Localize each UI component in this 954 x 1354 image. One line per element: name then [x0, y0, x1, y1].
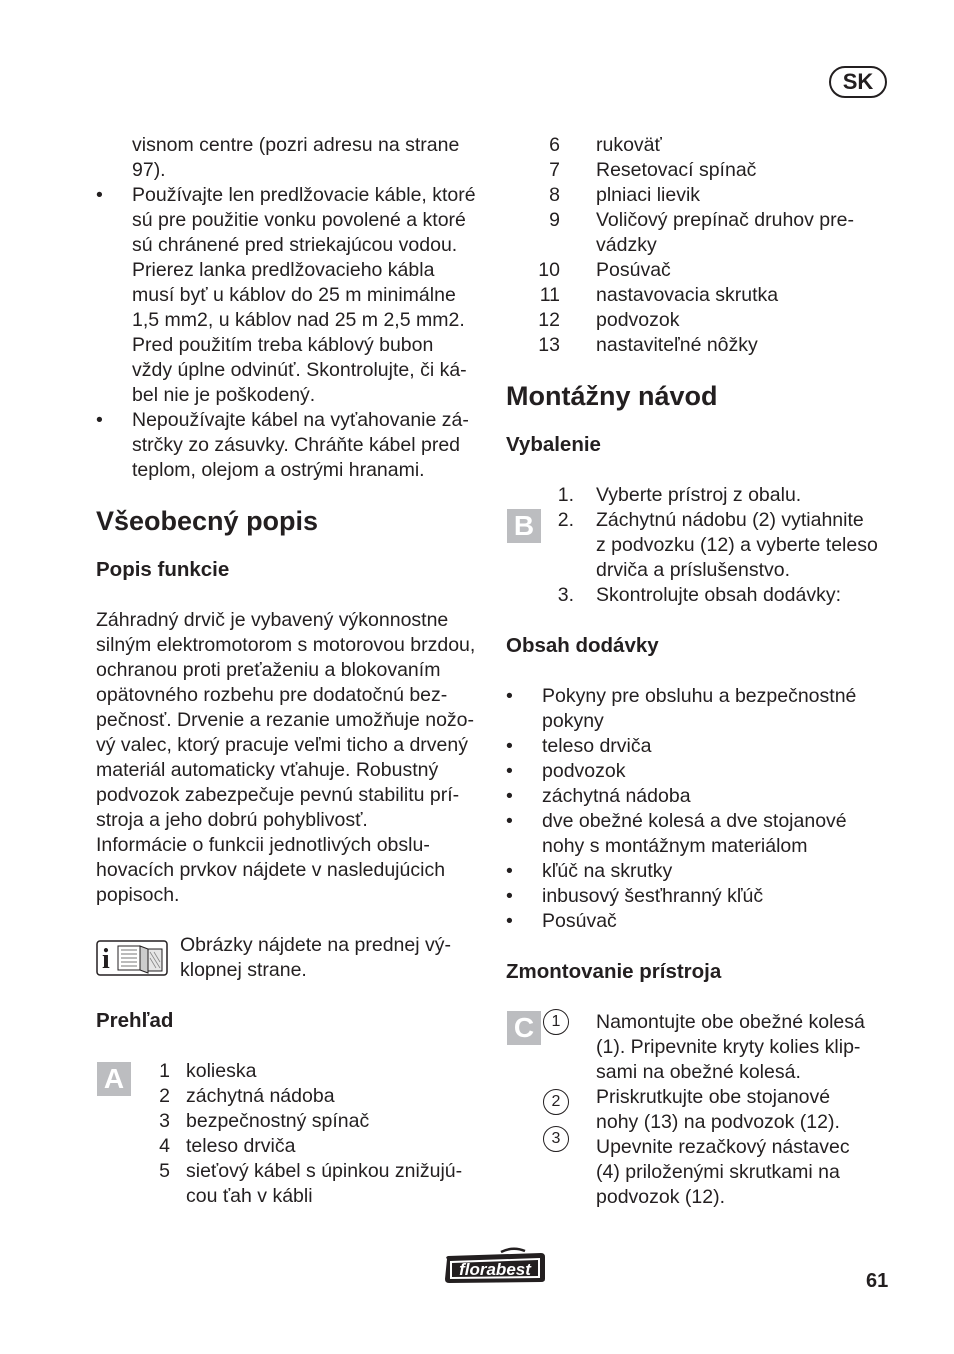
text-line: nohy (13) na podvozok (12). — [596, 1111, 840, 1133]
text-line: Informácie o funkcii jednotlivých obslu- — [96, 834, 430, 856]
bullet-item — [506, 734, 886, 759]
figure-badge-b: B — [507, 509, 541, 543]
text-line: plniaci lievik — [596, 184, 701, 206]
step-item — [551, 1010, 886, 1085]
assembly-steps — [506, 1010, 886, 1210]
list-item — [549, 208, 886, 258]
text-line: strčky zo zásuvky. Chráňte kábel pred — [132, 434, 461, 456]
text-line: klopnej strane. — [180, 959, 307, 981]
subsection-title: Obsah dodávky — [506, 634, 659, 657]
step-number: 3. — [557, 584, 574, 606]
bullet-item — [506, 684, 886, 734]
text-line: teleso drviča — [186, 1135, 296, 1157]
text-line: Upevnite rezačkový nástavec — [596, 1136, 850, 1158]
item-number: 6 — [549, 134, 560, 156]
text-line: Záchytnú nádobu (2) vytiahnite — [596, 509, 864, 531]
item-number: 13 — [538, 334, 560, 356]
text-line: pečnosť. Drvenie a rezanie umožňuje nožo- — [96, 709, 475, 731]
bullet-item — [96, 183, 481, 408]
text-line: dve obežné kolesá a dve stojanové — [542, 810, 847, 832]
item-number: 8 — [549, 184, 560, 206]
text-line: nastaviteľné nôžky — [596, 334, 758, 356]
step-item — [557, 483, 886, 508]
item-number: 4 — [159, 1135, 170, 1157]
list-item — [538, 308, 886, 333]
text-line: rukoväť — [596, 134, 662, 156]
bullet-icon: • — [96, 184, 103, 206]
list-item — [159, 1134, 481, 1159]
step-circle-number: 2 — [543, 1089, 569, 1115]
text-line: drviča a príslušenstvo. — [596, 559, 791, 581]
list-item — [159, 1159, 481, 1209]
text-line: Obrázky nájdete na prednej vý- — [180, 934, 451, 956]
text-line: vádzky — [596, 234, 657, 256]
florabest-logo — [441, 1247, 549, 1293]
text-line: Pred použitím treba káblový bubon — [132, 334, 434, 356]
text-line: (1). Pripevnite kryty kolies klip- — [596, 1036, 861, 1058]
unpacking-steps — [506, 483, 886, 608]
text-line: Vyberte prístroj z obalu. — [596, 484, 802, 506]
page-number: 61 — [866, 1270, 889, 1292]
step-item — [557, 583, 886, 608]
step-item — [557, 508, 886, 583]
item-number: 7 — [549, 159, 560, 181]
subsection-title: Zmontovanie prístroja — [506, 960, 722, 983]
bullet-icon: • — [506, 685, 513, 707]
text-line: záchytná nádoba — [542, 785, 691, 807]
bullet-icon: • — [506, 785, 513, 807]
list-item — [539, 283, 886, 308]
item-number: 1 — [159, 1060, 170, 1082]
text-line: kľúč na skrutky — [542, 860, 673, 882]
text-line: sú pre použitie vonku povolené a ktoré — [132, 209, 466, 231]
text-line: Záhradný drvič je vybavený výkonnostne — [96, 609, 449, 631]
text-line: silným elektromotorom s motorovou brzdou, — [96, 634, 476, 656]
continued-paragraph — [96, 133, 481, 183]
step-item — [551, 1085, 886, 1135]
text-line: nastavovacia skrutka — [596, 284, 779, 306]
text-line: teplom, olejom a ostrými hranami. — [132, 459, 425, 481]
text-line: opätovného rozbehu pre dodatočnú bez- — [96, 684, 448, 706]
bullet-icon: • — [506, 860, 513, 882]
bullet-icon: • — [506, 885, 513, 907]
text-line: nohy s montážnym materiálom — [542, 835, 808, 857]
bullet-item — [506, 809, 886, 859]
text-line: musí byť u káblov do 25 m minimálne — [132, 284, 456, 306]
subsection-title: Popis funkcie — [96, 558, 230, 581]
text-line: podvozok zabezpečuje pevnú stabilitu prí- — [96, 784, 460, 806]
svg-text:i: i — [102, 944, 110, 975]
item-number: 9 — [549, 209, 560, 231]
bullet-icon: • — [506, 810, 513, 832]
text-line: Používajte len predlžovacie káble, ktoré — [132, 184, 476, 206]
text-line: sami na obežné kolesá. — [596, 1061, 801, 1083]
parts-list — [96, 1059, 481, 1209]
text-line: popisoch. — [96, 884, 180, 906]
section-title: Všeobecný popis — [96, 506, 319, 536]
item-number: 5 — [159, 1160, 170, 1182]
contents-list — [506, 684, 886, 934]
text-line: cou ťah v kábli — [186, 1185, 313, 1207]
item-number: 12 — [538, 309, 560, 331]
text-line: 1,5 mm2, u káblov nad 25 m 2,5 mm2. — [132, 309, 465, 331]
section-title: Montážny návod — [506, 381, 718, 411]
text-line: stroja a jeho dobrú pohyblivosť. — [96, 809, 368, 831]
text-line: bel nie je poškodený. — [132, 384, 316, 406]
text-line: Priskrutkujte obe stojanové — [596, 1086, 831, 1108]
text-line: Voličový prepínač druhov pre- — [596, 209, 854, 231]
item-number: 3 — [159, 1110, 170, 1132]
text-line: podvozok (12). — [596, 1186, 725, 1208]
bullet-item — [506, 784, 886, 809]
subsection-title: Prehľad — [96, 1009, 174, 1032]
text-line: Prierez lanka predlžovacieho kábla — [132, 259, 435, 281]
text-line: inbusový šesťhranný kľúč — [542, 885, 764, 907]
text-line: Namontujte obe obežné kolesá — [596, 1011, 865, 1033]
text-line: materiál automaticky vťahuje. Robustný — [96, 759, 439, 781]
list-item — [549, 183, 886, 208]
text-line: záchytná nádoba — [186, 1085, 335, 1107]
list-item — [159, 1109, 481, 1134]
text-line: ochranou proti preťaženiu a blokovaním — [96, 659, 441, 681]
text-line: hovacích prvkov nájdete v nasledujúcich — [96, 859, 446, 881]
bullet-icon: • — [506, 910, 513, 932]
bullet-item — [506, 759, 886, 784]
step-item — [551, 1130, 886, 1210]
text-line: Posúvač — [542, 910, 617, 932]
step-number: 2. — [557, 509, 574, 531]
figure-badge-c: C — [507, 1011, 541, 1045]
step-number: 1. — [557, 484, 574, 506]
item-number: 10 — [538, 259, 560, 281]
text-line: sieťový kábel s úpinkou znižujú- — [186, 1160, 463, 1182]
bullet-icon: • — [506, 735, 513, 757]
list-item — [538, 258, 886, 283]
text-line: pokyny — [542, 710, 604, 732]
list-item — [159, 1084, 481, 1109]
bullet-item — [96, 408, 481, 483]
text-line: sú chránené pred striekajúcou vodou. — [132, 234, 458, 256]
right-column — [506, 133, 886, 1210]
text-line: podvozok — [542, 760, 626, 782]
text-line: vý valec, ktorý pracuje veľmi ticho a drvený — [96, 734, 468, 756]
list-item — [549, 158, 886, 183]
text-line: z podvozku (12) a vyberte teleso — [596, 534, 878, 556]
bullet-item — [506, 859, 886, 884]
step-circle-number: 1 — [543, 1009, 569, 1035]
text-line: teleso drviča — [542, 735, 652, 757]
text-line: bezpečnostný spínač — [186, 1110, 370, 1132]
item-number: 11 — [539, 284, 560, 306]
text-line: visnom centre (pozri adresu na strane — [132, 134, 460, 156]
list-item — [549, 133, 886, 158]
parts-list-continued — [506, 133, 886, 358]
info-figure-icon — [96, 940, 168, 982]
text-line: (4) priloženými skrutkami na — [596, 1161, 840, 1183]
paragraph — [96, 608, 481, 908]
text-line: Pokyny pre obsluhu a bezpečnostné — [542, 685, 857, 707]
figure-badge-a: A — [97, 1062, 131, 1096]
logo-text: florabest — [459, 1260, 531, 1279]
text-line: podvozok — [596, 309, 680, 331]
text-line: Skontrolujte obsah dodávky: — [596, 584, 841, 606]
text-line: 97). — [132, 159, 166, 181]
text-line: vždy úplne odvinúť. Skontrolujte, či ká- — [132, 359, 467, 381]
step-circle-number: 3 — [543, 1126, 569, 1152]
text-line: Resetovací spínač — [596, 159, 757, 181]
bullet-icon: • — [96, 409, 103, 431]
list-item — [159, 1059, 481, 1084]
item-number: 2 — [159, 1085, 170, 1107]
bullet-item — [506, 884, 886, 909]
bullet-item — [506, 909, 886, 934]
text-line: kolieska — [186, 1060, 257, 1082]
language-badge: SK — [829, 66, 887, 98]
text-line: Posúvač — [596, 259, 671, 281]
text-line: Nepoužívajte kábel na vyťahovanie zá- — [132, 409, 469, 431]
subsection-title: Vybalenie — [506, 433, 601, 456]
left-column — [96, 133, 481, 1209]
list-item — [538, 333, 886, 358]
bullet-icon: • — [506, 760, 513, 782]
